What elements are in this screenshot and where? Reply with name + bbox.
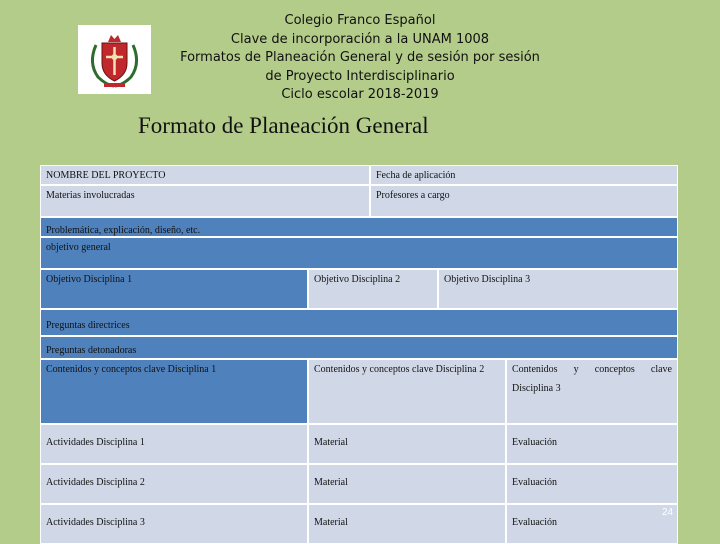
activities-discipline-2-field[interactable]: Actividades Disciplina 2 [40,464,308,504]
evaluation-2-field[interactable]: Evaluación [506,464,678,504]
objective-discipline-2-field[interactable]: Objetivo Disciplina 2 [308,269,438,309]
problem-field[interactable]: Problemática, explicación, diseño, etc. [40,217,678,237]
material-2-field[interactable]: Material [308,464,506,504]
trigger-questions-field[interactable]: Preguntas detonadoras [40,336,678,359]
contents-discipline-3-line2: Disciplina 3 [512,383,561,394]
objective-discipline-1-field[interactable]: Objetivo Disciplina 1 [40,269,308,309]
general-objective-field[interactable]: objetivo general [40,237,678,269]
teachers-field[interactable]: Profesores a cargo [370,185,678,217]
header-incorporation: Clave de incorporación a la UNAM 1008 [230,31,490,47]
contents-discipline-2-field[interactable]: Contenidos y conceptos clave Disciplina 2 [308,359,506,424]
contents-discipline-3-line1: Contenidos y conceptos clave [512,364,672,375]
evaluation-3-field[interactable]: Evaluación [506,504,678,544]
header-school-name: Colegio Franco Español [284,13,436,28]
header-school-year: Ciclo escolar 2018-2019 [281,87,439,102]
contents-discipline-3-field[interactable] [506,359,678,424]
header-project: de Proyecto Interdisciplinario [265,68,455,84]
table-row [40,217,678,237]
table-row [40,336,678,359]
material-1-field[interactable]: Material [308,424,506,464]
school-header [150,12,570,105]
activities-discipline-1-field[interactable]: Actividades Disciplina 1 [40,424,308,464]
table-row [40,165,678,185]
table-row [40,464,678,504]
page-number: 24 [662,507,674,518]
table-row [40,237,678,269]
objective-discipline-3-field[interactable]: Objetivo Disciplina 3 [438,269,678,309]
header-formats: Formatos de Planeación General y de sesión por sesión [180,50,540,65]
table-row [40,185,678,217]
page-title: Formato de Planeación General [138,113,429,138]
activities-discipline-3-field[interactable]: Actividades Disciplina 3 [40,504,308,544]
table-row [40,359,678,424]
application-date-field[interactable]: Fecha de aplicación [370,165,678,185]
table-row [40,424,678,464]
table-row [40,269,678,309]
project-name-field[interactable]: NOMBRE DEL PROYECTO [40,165,370,185]
planning-table [40,165,678,544]
material-3-field[interactable]: Material [308,504,506,544]
guiding-questions-field[interactable]: Preguntas directrices [40,309,678,336]
table-row [40,504,678,544]
table-row [40,309,678,336]
evaluation-1-field[interactable]: Evaluación [506,424,678,464]
contents-discipline-1-field[interactable]: Contenidos y conceptos clave Disciplina 1 [40,359,308,424]
school-crest-icon [78,25,151,94]
subjects-field[interactable]: Materias involucradas [40,185,370,217]
